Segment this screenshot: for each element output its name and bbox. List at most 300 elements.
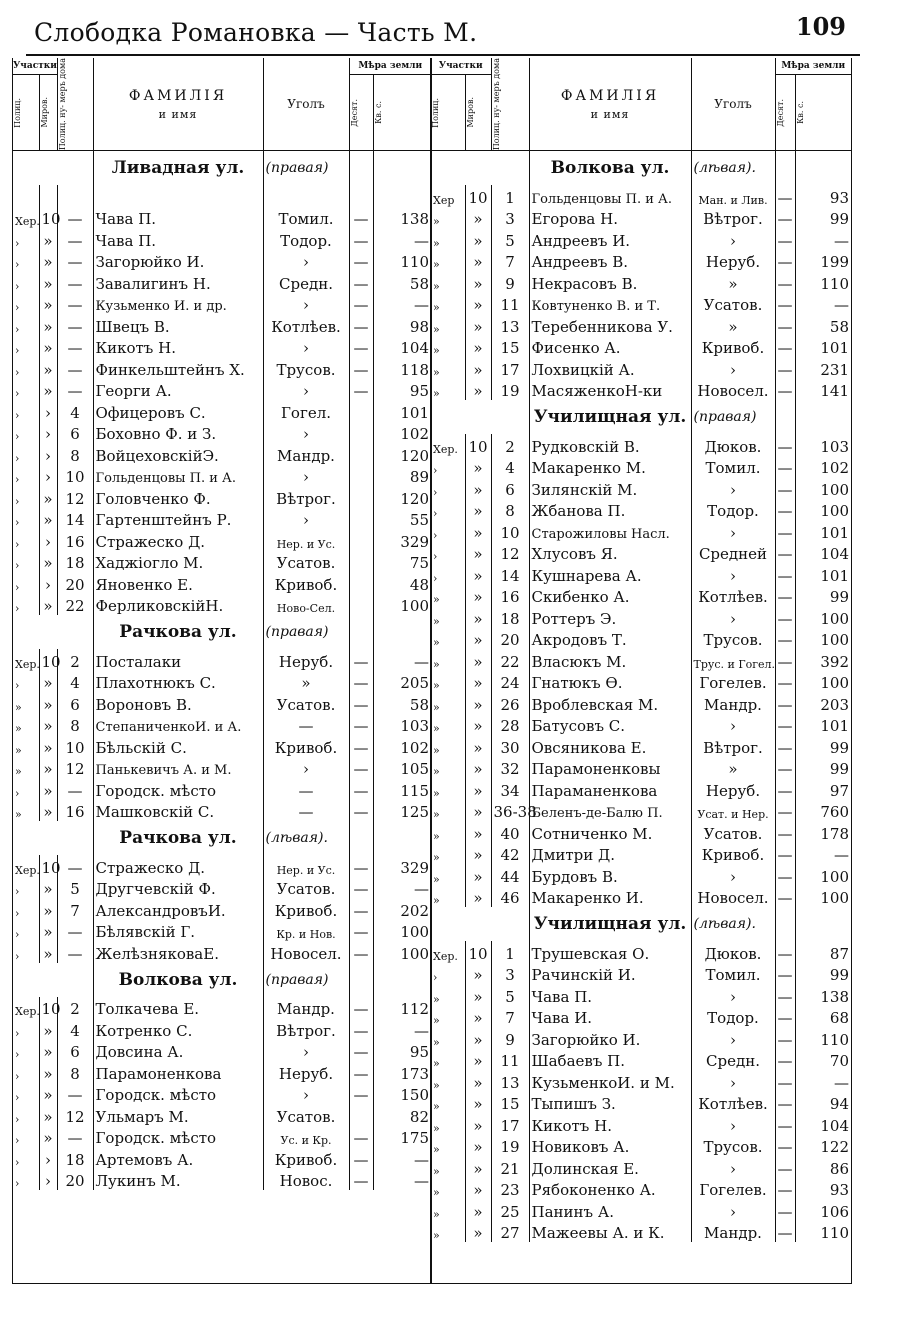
table-row [13,1147,431,1169]
desyat-cell: — [775,692,795,714]
square-sazhen-cell: 99 [829,588,850,607]
table-row [431,649,851,671]
right-register-column [430,58,852,1284]
justice-district-cell: » [465,649,491,671]
table-row [431,714,851,736]
desyat-cell: — [775,336,795,358]
police-district-cell: › [13,379,39,401]
house-number-cell: — [57,336,93,358]
justice-district-cell: » [465,1049,491,1071]
owner-name-cell: Георги А. [93,379,263,401]
house-number-cell: 36-38 [491,800,529,822]
police-district-cell: › [13,486,39,508]
corner-cell: » [691,271,775,293]
square-sazhen-cell: 101 [820,339,850,358]
street-name: Ливадная ул. [93,151,263,186]
house-number-cell: 2 [57,997,93,1019]
justice-district-cell: » [465,314,491,336]
justice-district-cell: » [39,1104,57,1126]
house-number-cell: 8 [57,714,93,736]
desyat-cell: — [775,520,795,542]
police-district-cell: › [13,572,39,594]
owner-name-cell: Боховно Ф. и З. [93,422,263,444]
house-number-cell: 1 [491,941,529,963]
desyat-cell [349,443,373,465]
desyat-cell: — [349,271,373,293]
corner-cell: Кривоб. [263,735,349,757]
justice-district-cell: » [465,499,491,521]
corner-cell: Мандр. [263,443,349,465]
table-row [431,1135,851,1157]
desyat-cell: — [349,735,373,757]
desyat-cell: — [349,941,373,963]
owner-name-cell: Тыпишъ З. [529,1092,691,1114]
desyat-cell: — [775,456,795,478]
police-district-cell: » [431,649,465,671]
corner-cell: › [691,1156,775,1178]
square-sazhen-cell: 89 [409,468,430,487]
desyat-cell: — [775,434,795,456]
owner-name-cell: Андреевъ И. [529,228,691,250]
desyat-cell: — [349,898,373,920]
square-sazhen-cell: 760 [820,803,850,822]
corner-cell: Вѣтрог. [263,1018,349,1040]
police-district-cell: › [431,456,465,478]
justice-district-cell: › [39,529,57,551]
square-sazhen-cell: — [834,846,850,865]
police-district-cell: › [13,1018,39,1040]
owner-name-cell: Бурдовъ В. [529,864,691,886]
house-number-cell: — [57,250,93,272]
table-row [13,250,431,272]
corner-cell: › [263,250,349,272]
house-number-cell: 7 [491,250,529,272]
police-district-cell: » [13,800,39,822]
desyat-cell: — [775,185,795,207]
house-number-cell: — [57,314,93,336]
house-number-cell: — [57,855,93,877]
police-district-cell: › [13,941,39,963]
police-district-cell: » [431,864,465,886]
table-row [431,542,851,564]
house-number-cell: 12 [57,757,93,779]
square-sazhen-cell: 100 [820,480,850,499]
square-sazhen-cell: — [414,880,430,899]
corner-cell: › [691,606,775,628]
owner-name-cell: Сотниченко М. [529,821,691,843]
police-header: Полиц. [431,74,465,150]
owner-name-cell: Машковскій С. [93,800,263,822]
corner-cell: — [263,778,349,800]
desyat-cell: — [775,1049,795,1071]
corner-cell: › [263,1083,349,1105]
justice-district-cell: » [465,984,491,1006]
desyat-cell: — [775,477,795,499]
corner-cell: Тодор. [691,1006,775,1028]
corner-cell: Усатов. [691,821,775,843]
justice-district-cell: » [39,293,57,315]
police-district-cell: » [431,250,465,272]
justice-district-cell: › [39,465,57,487]
owner-name-cell: Вороновъ В. [93,692,263,714]
corner-cell: Новосел. [691,379,775,401]
corner-cell: Средн. [691,1049,775,1071]
owner-name-cell: Чава П. [529,984,691,1006]
square-sazhen-cell: — [834,1073,850,1092]
corner-cell: Усатов. [691,293,775,315]
police-district-cell: › [13,228,39,250]
justice-district-cell: » [465,336,491,358]
square-sazhen-cell: 110 [820,1224,850,1243]
house-number-cell: — [57,228,93,250]
police-district-cell: » [431,821,465,843]
police-district-cell: » [431,1006,465,1028]
house-number-cell: 18 [491,606,529,628]
desyat-cell [349,465,373,487]
justice-district-cell: » [465,1113,491,1135]
desyat-cell [349,529,373,551]
desyat-cell: — [349,1061,373,1083]
blank-cell [13,963,93,997]
police-district-cell: » [13,735,39,757]
corner-cell: Неруб. [691,250,775,272]
table-row [431,778,851,800]
desyat-cell: — [775,314,795,336]
house-number-cell: 2 [491,434,529,456]
table-row [13,1018,431,1040]
desyat-cell: — [349,379,373,401]
corner-cell: › [691,1113,775,1135]
corner-cell: Мандр. [691,1221,775,1243]
square-sazhen-cell: 100 [820,867,850,886]
justice-district-cell: » [39,271,57,293]
table-row [13,671,431,693]
square-sazhen-cell: 175 [400,1129,430,1148]
table-row [431,735,851,757]
desyat-cell: — [775,1221,795,1243]
police-district-cell: › [431,477,465,499]
right-register-table [431,58,851,1242]
owner-name-cell: Параманенкова [529,778,691,800]
blank-cell [13,821,93,855]
justice-district-cell: » [465,207,491,229]
desyat-cell: — [349,357,373,379]
owner-name-cell: Артемовъ А. [93,1147,263,1169]
square-sazhen-cell: 100 [820,631,850,650]
house-number-cell: 2 [57,649,93,671]
square-sazhen-cell: 55 [409,511,430,530]
square-sazhen-cell: 95 [409,1043,430,1062]
corner-cell: › [691,1070,775,1092]
owner-name-cell: Хаджіогло М. [93,551,263,573]
justice-district-cell: » [465,692,491,714]
corner-cell: Новос. [263,1169,349,1191]
table-row [13,293,431,315]
justice-district-cell: » [39,379,57,401]
police-district-cell: › [13,1083,39,1105]
street-side: (правая) [691,400,775,434]
table-row [13,800,431,822]
owner-name-cell: Стражеско Д. [93,529,263,551]
blank-cell [349,963,373,997]
desyat-cell: — [775,499,795,521]
police-district-cell: › [431,520,465,542]
square-sazhen-cell: 99 [829,738,850,757]
desyat-cell [349,486,373,508]
house-number-cell: 5 [57,877,93,899]
corner-cell: › [263,293,349,315]
corner-cell: Мандр. [263,997,349,1019]
corner-cell: › [263,422,349,444]
table-row [431,941,851,963]
districts-header: Участки [431,58,491,74]
blank-cell [349,821,373,855]
house-number-cell: 10 [57,735,93,757]
owner-name-cell: Офицеровъ С. [93,400,263,422]
table-row [13,594,431,616]
desyat-cell: — [775,757,795,779]
square-sazhen-cell: 100 [400,597,430,616]
blank-cell [431,907,529,941]
corner-cell: Усатов. [263,692,349,714]
police-district-cell: » [13,757,39,779]
table-row [13,228,431,250]
desyat-cell: — [775,1135,795,1157]
house-number-cell: 12 [57,1104,93,1126]
square-sazhen-cell: 99 [829,760,850,779]
corner-cell: Вѣтрог. [691,735,775,757]
square-sazhen-cell: 118 [400,360,430,379]
police-district-cell: › [13,1040,39,1062]
house-number-cell: — [57,271,93,293]
page-title: Слободка Романовка — Часть М. [34,18,478,47]
house-number-cell: 42 [491,843,529,865]
house-number-cell: 19 [491,1135,529,1157]
street-heading-row [431,907,851,941]
blank-cell [13,151,93,186]
corner-cell: Гогелев. [691,1178,775,1200]
square-sazhen-cell: 115 [400,781,430,800]
table-row [13,735,431,757]
owner-name-cell: Дмитри Д. [529,843,691,865]
desyat-cell [349,508,373,530]
house-number-cell: 11 [491,293,529,315]
house-number-cell: 16 [491,585,529,607]
corner-cell: Трусов. [691,628,775,650]
desyat-cell: — [775,984,795,1006]
blank-cell [795,907,851,941]
corner-cell: Трусов. [263,357,349,379]
corner-cell: › [691,520,775,542]
police-district-cell: » [431,1135,465,1157]
desyat-cell: — [775,1070,795,1092]
police-district-cell: › [13,1104,39,1126]
table-row [431,1199,851,1221]
blank-cell [373,963,431,997]
owner-name-cell: Панькевичъ А. и М. [93,757,263,779]
police-district-cell: » [431,714,465,736]
corner-cell: » [691,314,775,336]
table-row [431,250,851,272]
owner-name-cell: Бѣльскій С. [93,735,263,757]
desyat-cell: — [349,1083,373,1105]
police-district-cell: › [431,563,465,585]
owner-name-cell: Старожиловы Насл. [529,520,691,542]
police-district-cell: › [13,1126,39,1148]
police-district-cell: › [431,499,465,521]
owner-name-cell: Рудковскій В. [529,434,691,456]
justice-district-cell: » [39,1126,57,1148]
square-sazhen-cell: 93 [829,188,850,207]
square-sazhen-cell: 101 [400,403,430,422]
owner-name-cell: Загорюйко И. [93,250,263,272]
square-sazhen-cell: 173 [400,1064,430,1083]
corner-cell: Гогел. [263,400,349,422]
square-sazhen-cell: 106 [820,1202,850,1221]
desyat-cell: — [349,855,373,877]
justice-district-cell: » [465,1199,491,1221]
surname-header: ФАМИЛІЯ и имя [93,58,263,151]
corner-cell: › [263,508,349,530]
square-sazhen-cell: 87 [829,944,850,963]
blank-cell [795,151,851,186]
justice-district-cell: » [39,336,57,358]
justice-district-cell: » [39,486,57,508]
corner-cell: Томил. [691,456,775,478]
owner-name-cell: КузьменкоИ. и М. [529,1070,691,1092]
police-district-cell: › [13,336,39,358]
owner-name-cell: Чава П. [93,207,263,229]
table-row [13,357,431,379]
house-number-cell: — [57,1126,93,1148]
corner-cell: Вѣтрог. [263,486,349,508]
owner-name-cell: ЖелѣзняковаЕ. [93,941,263,963]
police-district-cell: › [431,963,465,985]
justice-district-cell: » [465,1178,491,1200]
desyat-cell: — [775,542,795,564]
square-sazhen-cell: 329 [400,858,430,877]
justice-district-cell: » [465,250,491,272]
desyat-cell: — [775,1027,795,1049]
owner-name-cell: Городск. мѣсто [93,1126,263,1148]
justice-district-cell: » [465,606,491,628]
table-row [431,984,851,1006]
square-sazhen-cell: 97 [829,781,850,800]
table-row [431,821,851,843]
desyat-cell: — [775,714,795,736]
owner-name-cell: Лохвицкій А. [529,357,691,379]
house-number-cell: 8 [57,1061,93,1083]
square-sazhen-cell: 120 [400,446,430,465]
square-sazhen-cell: 102 [400,425,430,444]
desyat-cell [349,551,373,573]
corner-cell: › [263,1040,349,1062]
house-number-cell: 17 [491,357,529,379]
corner-cell: Гогелев. [691,671,775,693]
square-sazhen-cell: 58 [409,274,430,293]
house-number-cell: 22 [57,594,93,616]
table-row [13,941,431,963]
owner-name-cell: Посталаки [93,649,263,671]
desyat-cell [349,572,373,594]
justice-district-cell: » [465,864,491,886]
table-row [431,1156,851,1178]
owner-name-cell: Овсяникова Е. [529,735,691,757]
justice-district-cell: » [465,757,491,779]
owner-name-cell: Хлусовъ Я. [529,542,691,564]
owner-name-cell: Андреевъ В. [529,250,691,272]
blank-cell [373,615,431,649]
square-sazhen-cell: 100 [820,674,850,693]
police-district-cell: » [431,314,465,336]
desyat-cell: — [349,1040,373,1062]
house-number-cell: 14 [57,508,93,530]
desyat-cell: — [349,1169,373,1191]
owner-name-cell: Загорюйко И. [529,1027,691,1049]
desyat-cell: — [775,379,795,401]
corner-cell: Трус. и Гогел. [691,649,775,671]
desyat-cell [349,400,373,422]
owner-name-cell: Батусовъ С. [529,714,691,736]
corner-cell [263,185,349,207]
desyat-cell [349,1104,373,1126]
house-number-cell: 20 [57,572,93,594]
owner-name-cell: Макаренко М. [529,456,691,478]
table-row [431,1070,851,1092]
corner-cell: Новосел. [691,886,775,908]
house-number-header: Полиц. ну- меръ дома [491,58,529,151]
house-number-cell: 15 [491,1092,529,1114]
street-name: Волкова ул. [529,151,691,186]
owner-name-cell: Чава И. [529,1006,691,1028]
owner-name-cell: Егорова Н. [529,207,691,229]
desyat-cell: — [775,1006,795,1028]
square-sazhen-cell: 86 [829,1159,850,1178]
justice-district-cell: » [465,1156,491,1178]
table-row [431,963,851,985]
police-district-cell: » [431,228,465,250]
owner-name-cell: МасяженкоН-ки [529,379,691,401]
house-number-cell: 16 [57,529,93,551]
desyat-cell: — [775,585,795,607]
corner-cell: Тодор. [263,228,349,250]
owner-name-cell: Ковтуненко В. и Т. [529,293,691,315]
house-number-cell: — [57,778,93,800]
table-row [13,336,431,358]
square-sazhen-cell: 99 [829,210,850,229]
corner-cell: Нер. и Ус. [263,855,349,877]
justice-district-cell: » [39,551,57,573]
street-name: Училищная ул. [529,907,691,941]
owner-name-cell: Кикотъ Н. [93,336,263,358]
justice-district-cell: » [39,594,57,616]
justice-district-cell: » [465,1027,491,1049]
police-district-cell: » [431,1070,465,1092]
house-number-cell: 4 [57,400,93,422]
police-district-cell [13,185,39,207]
owner-name-cell: Плахотнюкъ С. [93,671,263,693]
desyat-cell: — [775,886,795,908]
table-row [13,572,431,594]
house-number-cell: 11 [491,1049,529,1071]
owner-name-cell: Шабаевъ П. [529,1049,691,1071]
square-sazhen-cell: 95 [409,382,430,401]
table-row [431,843,851,865]
police-district-cell: › [13,551,39,573]
square-sazhen-cell: 392 [820,652,850,671]
street-side: (правая) [263,615,349,649]
justice-district-cell: » [465,563,491,585]
